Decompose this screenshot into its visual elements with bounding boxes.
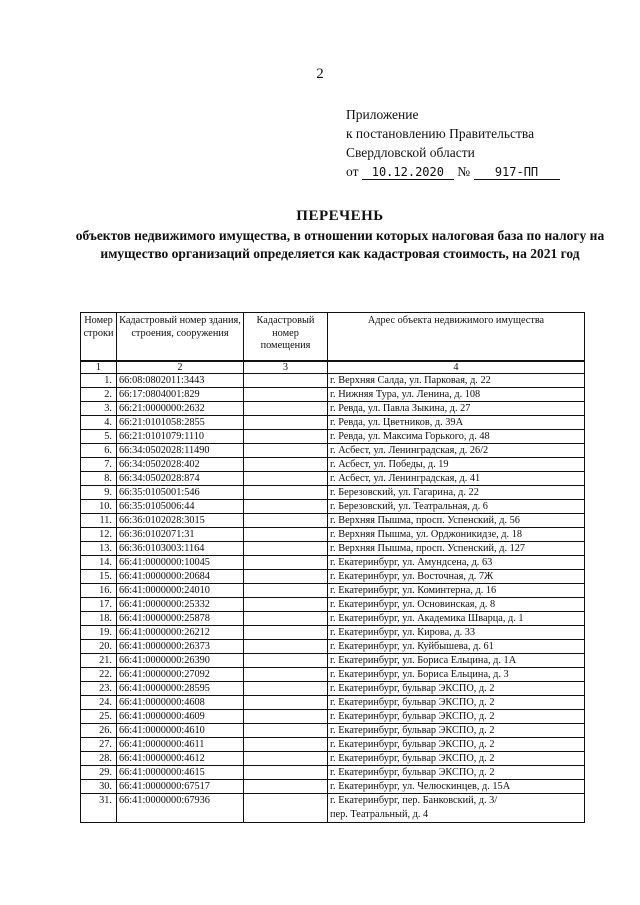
- header-address: Адрес объекта недвижимого имущества: [328, 313, 585, 362]
- row-number-cell: 19.: [81, 626, 117, 640]
- premise-cadastral-cell: [244, 696, 328, 710]
- premise-cadastral-cell: [244, 626, 328, 640]
- address-cell: г. Асбест, ул. Ленинградская, д. 26/2: [328, 444, 585, 458]
- appendix-title: Приложение: [346, 107, 419, 122]
- table-row: [81, 416, 585, 430]
- table-row: [81, 598, 585, 612]
- row-number-cell: 10.: [81, 500, 117, 514]
- table-row: [81, 528, 585, 542]
- premise-cadastral-cell: [244, 752, 328, 766]
- row-number-cell: 29.: [81, 766, 117, 780]
- building-cadastral-cell: 66:41:0000000:4608: [117, 696, 244, 710]
- table-row: [81, 696, 585, 710]
- row-number-cell: 2.: [81, 388, 117, 402]
- building-cadastral-cell: 66:41:0000000:67517: [117, 780, 244, 794]
- premise-cadastral-cell: [244, 794, 328, 823]
- table-row: [81, 654, 585, 668]
- row-number-cell: 28.: [81, 752, 117, 766]
- table-row: [81, 570, 585, 584]
- table-row: [81, 584, 585, 598]
- building-cadastral-cell: 66:36:0103003:1164: [117, 542, 244, 556]
- table-row: [81, 766, 585, 780]
- building-cadastral-cell: 66:41:0000000:27092: [117, 668, 244, 682]
- row-number-cell: 26.: [81, 724, 117, 738]
- row-number-cell: 13.: [81, 542, 117, 556]
- row-number-cell: 22.: [81, 668, 117, 682]
- address-cell: г. Екатеринбург, ул. Основинская, д. 8: [328, 598, 585, 612]
- premise-cadastral-cell: [244, 710, 328, 724]
- table-row: [81, 486, 585, 500]
- row-number-cell: 24.: [81, 696, 117, 710]
- premise-cadastral-cell: [244, 430, 328, 444]
- building-cadastral-cell: 66:34:0502028:874: [117, 472, 244, 486]
- table-header-row: [81, 313, 585, 362]
- table-row: [81, 500, 585, 514]
- address-cell: г. Ревда, ул. Цветников, д. 39А: [328, 416, 585, 430]
- building-cadastral-cell: 66:41:0000000:10045: [117, 556, 244, 570]
- number-label: №: [457, 164, 471, 179]
- table-row: [81, 780, 585, 794]
- address-cell: г. Екатеринбург, ул. Восточная, д. 7Ж: [328, 570, 585, 584]
- row-number-cell: 17.: [81, 598, 117, 612]
- premise-cadastral-cell: [244, 654, 328, 668]
- premise-cadastral-cell: [244, 598, 328, 612]
- table-row: [81, 514, 585, 528]
- row-number-cell: 11.: [81, 514, 117, 528]
- table-row: [81, 374, 585, 388]
- table-row: [81, 430, 585, 444]
- appendix-resolution: к постановлению Правительства: [346, 126, 535, 141]
- appendix-signature-line: [346, 162, 560, 181]
- table-row: [81, 556, 585, 570]
- row-number-cell: 30.: [81, 780, 117, 794]
- address-cell: г. Верхняя Пышма, просп. Успенский, д. 127: [328, 542, 585, 556]
- address-cell: г. Березовский, ул. Театральная, д. 6: [328, 500, 585, 514]
- premise-cadastral-cell: [244, 682, 328, 696]
- row-number-cell: 9.: [81, 486, 117, 500]
- row-number-cell: 25.: [81, 710, 117, 724]
- document-heading: [60, 208, 620, 263]
- heading-title: ПЕРЕЧЕНЬ: [296, 208, 384, 224]
- address-cell: г. Екатеринбург, ул. Коминтерна, д. 16: [328, 584, 585, 598]
- header-row-number: Номер строки: [81, 313, 117, 362]
- building-cadastral-cell: 66:41:0000000:25878: [117, 612, 244, 626]
- appendix-block: [346, 105, 560, 181]
- row-number-cell: 21.: [81, 654, 117, 668]
- premise-cadastral-cell: [244, 668, 328, 682]
- premise-cadastral-cell: [244, 542, 328, 556]
- row-number-cell: 7.: [81, 458, 117, 472]
- premise-cadastral-cell: [244, 444, 328, 458]
- address-cell: г. Екатеринбург, бульвар ЭКСПО, д. 2: [328, 766, 585, 780]
- address-cell: г. Ревда, ул. Максима Горького, д. 48: [328, 430, 585, 444]
- premise-cadastral-cell: [244, 724, 328, 738]
- heading-subtitle: объектов недвижимого имущества, в отношении которых налоговая база по налогу на имущество организаций определяется как кадастровая стоимость, на 2021 год: [75, 228, 605, 261]
- column-number: 1: [81, 361, 117, 374]
- table-row: [81, 668, 585, 682]
- address-cell: г. Асбест, ул. Ленинградская, д. 41: [328, 472, 585, 486]
- premise-cadastral-cell: [244, 500, 328, 514]
- column-number: 4: [328, 361, 585, 374]
- premise-cadastral-cell: [244, 458, 328, 472]
- premise-cadastral-cell: [244, 374, 328, 388]
- address-cell: [328, 794, 585, 823]
- row-number-cell: 18.: [81, 612, 117, 626]
- building-cadastral-cell: 66:41:0000000:20684: [117, 570, 244, 584]
- header-premise-cadastral: Кадастровый номер помещения: [244, 313, 328, 362]
- address-cell: г. Екатеринбург, ул. Бориса Ельцина, д. 1А: [328, 654, 585, 668]
- building-cadastral-cell: 66:35:0105006:44: [117, 500, 244, 514]
- building-cadastral-cell: 66:41:0000000:4611: [117, 738, 244, 752]
- address-cell: г. Ревда, ул. Павла Зыкина, д. 27: [328, 402, 585, 416]
- address-cell: г. Екатеринбург, бульвар ЭКСПО, д. 2: [328, 710, 585, 724]
- table-row: [81, 444, 585, 458]
- building-cadastral-cell: 66:41:0000000:24010: [117, 584, 244, 598]
- row-number-cell: 15.: [81, 570, 117, 584]
- property-table: [80, 312, 585, 823]
- address-cell: г. Екатеринбург, ул. Амундсена, д. 63: [328, 556, 585, 570]
- table-row: [81, 710, 585, 724]
- address-cell: г. Екатеринбург, ул. Куйбышева, д. 61: [328, 640, 585, 654]
- row-number-cell: 5.: [81, 430, 117, 444]
- building-cadastral-cell: 66:41:0000000:4610: [117, 724, 244, 738]
- address-cell: г. Екатеринбург, бульвар ЭКСПО, д. 2: [328, 738, 585, 752]
- address-cell: г. Екатеринбург, ул. Челюскинцев, д. 15А: [328, 780, 585, 794]
- row-number-cell: 23.: [81, 682, 117, 696]
- address-cell: г. Екатеринбург, ул. Кирова, д. 33: [328, 626, 585, 640]
- address-cell: г. Екатеринбург, бульвар ЭКСПО, д. 2: [328, 724, 585, 738]
- row-number-cell: 6.: [81, 444, 117, 458]
- building-cadastral-cell: 66:41:0000000:26212: [117, 626, 244, 640]
- building-cadastral-cell: 66:41:0000000:4615: [117, 766, 244, 780]
- table-row: [81, 626, 585, 640]
- table-row: [81, 388, 585, 402]
- column-number: 2: [117, 361, 244, 374]
- table-row: [81, 402, 585, 416]
- address-cell: г. Верхняя Пышма, просп. Успенский, д. 56: [328, 514, 585, 528]
- table-row: [81, 682, 585, 696]
- address-cell: г. Екатеринбург, ул. Бориса Ельцина, д. 3: [328, 668, 585, 682]
- table-row: [81, 458, 585, 472]
- address-cell: г. Асбест, ул. Победы, д. 19: [328, 458, 585, 472]
- premise-cadastral-cell: [244, 612, 328, 626]
- table-row: [81, 640, 585, 654]
- table-row: [81, 752, 585, 766]
- premise-cadastral-cell: [244, 584, 328, 598]
- address-cell: г. Березовский, ул. Гагарина, д. 22: [328, 486, 585, 500]
- building-cadastral-cell: 66:21:0000000:2632: [117, 402, 244, 416]
- resolution-number: 917-ПП: [474, 165, 560, 180]
- address-cell: г. Верхняя Салда, ул. Парковая, д. 22: [328, 374, 585, 388]
- address-cell: г. Екатеринбург, бульвар ЭКСПО, д. 2: [328, 752, 585, 766]
- premise-cadastral-cell: [244, 486, 328, 500]
- property-table-wrapper: [80, 312, 585, 823]
- address-cell: г. Верхняя Пышма, ул. Орджоникидзе, д. 18: [328, 528, 585, 542]
- row-number-cell: 12.: [81, 528, 117, 542]
- building-cadastral-cell: 66:41:0000000:26373: [117, 640, 244, 654]
- address-cell: г. Екатеринбург, ул. Академика Шварца, д. 1: [328, 612, 585, 626]
- premise-cadastral-cell: [244, 402, 328, 416]
- building-cadastral-cell: 66:34:0502028:402: [117, 458, 244, 472]
- building-cadastral-cell: 66:41:0000000:4609: [117, 710, 244, 724]
- premise-cadastral-cell: [244, 472, 328, 486]
- premise-cadastral-cell: [244, 640, 328, 654]
- premise-cadastral-cell: [244, 416, 328, 430]
- row-number-cell: 27.: [81, 738, 117, 752]
- row-number-cell: 31.: [81, 794, 117, 823]
- row-number-cell: 4.: [81, 416, 117, 430]
- premise-cadastral-cell: [244, 528, 328, 542]
- table-row: [81, 612, 585, 626]
- building-cadastral-cell: 66:41:0000000:67936: [117, 794, 244, 823]
- address-cell: г. Екатеринбург, бульвар ЭКСПО, д. 2: [328, 682, 585, 696]
- row-number-cell: 3.: [81, 402, 117, 416]
- row-number-cell: 1.: [81, 374, 117, 388]
- building-cadastral-cell: 66:21:0101079:1110: [117, 430, 244, 444]
- from-label: от: [346, 164, 359, 179]
- table-row: [81, 738, 585, 752]
- column-numbers-row: [81, 361, 585, 374]
- building-cadastral-cell: 66:21:0101058:2855: [117, 416, 244, 430]
- building-cadastral-cell: 66:36:0102028:3015: [117, 514, 244, 528]
- building-cadastral-cell: 66:17:0804001:829: [117, 388, 244, 402]
- column-number: 3: [244, 361, 328, 374]
- building-cadastral-cell: 66:35:0105001:546: [117, 486, 244, 500]
- premise-cadastral-cell: [244, 766, 328, 780]
- table-row: [81, 794, 585, 823]
- premise-cadastral-cell: [244, 514, 328, 528]
- premise-cadastral-cell: [244, 780, 328, 794]
- address-line: пер. Театральный, д. 4: [330, 808, 429, 820]
- header-building-cadastral: Кадастровый номер здания, строения, сооружения: [117, 313, 244, 362]
- premise-cadastral-cell: [244, 570, 328, 584]
- building-cadastral-cell: 66:08:0802011:3443: [117, 374, 244, 388]
- building-cadastral-cell: 66:34:0502028:11490: [117, 444, 244, 458]
- appendix-region: Свердловской области: [346, 145, 475, 160]
- page-number: 2: [316, 66, 324, 82]
- premise-cadastral-cell: [244, 738, 328, 752]
- row-number-cell: 14.: [81, 556, 117, 570]
- table-row: [81, 472, 585, 486]
- building-cadastral-cell: 66:41:0000000:28595: [117, 682, 244, 696]
- building-cadastral-cell: 66:41:0000000:26390: [117, 654, 244, 668]
- address-cell: г. Екатеринбург, бульвар ЭКСПО, д. 2: [328, 696, 585, 710]
- building-cadastral-cell: 66:36:0102071:31: [117, 528, 244, 542]
- address-line: г. Екатеринбург, пер. Банковский, д. 3/: [330, 795, 498, 806]
- building-cadastral-cell: 66:41:0000000:25332: [117, 598, 244, 612]
- building-cadastral-cell: 66:41:0000000:4612: [117, 752, 244, 766]
- table-row: [81, 724, 585, 738]
- row-number-cell: 20.: [81, 640, 117, 654]
- row-number-cell: 8.: [81, 472, 117, 486]
- premise-cadastral-cell: [244, 388, 328, 402]
- premise-cadastral-cell: [244, 556, 328, 570]
- row-number-cell: 16.: [81, 584, 117, 598]
- address-cell: г. Нижняя Тура, ул. Ленина, д. 108: [328, 388, 585, 402]
- resolution-date: 10.12.2020: [362, 165, 454, 180]
- table-row: [81, 542, 585, 556]
